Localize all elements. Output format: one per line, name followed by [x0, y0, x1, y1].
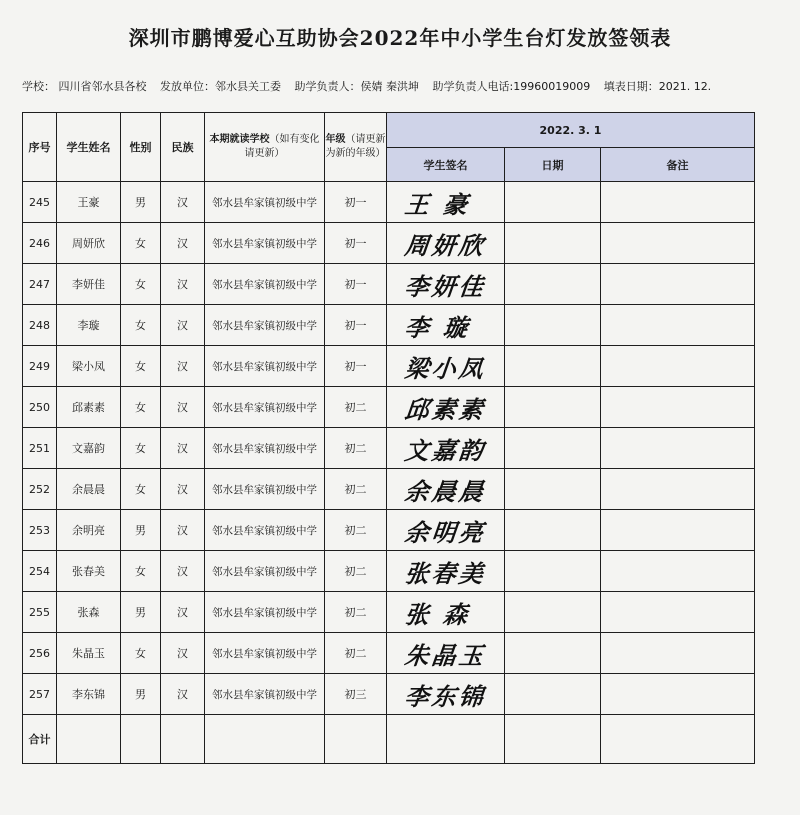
cell-no: 255 [23, 592, 57, 633]
cell-school: 邻水县牟家镇初级中学 [205, 305, 325, 346]
cell-no: 254 [23, 551, 57, 592]
header-grade [325, 113, 387, 182]
handwritten-signature: 邱素素 [403, 394, 488, 424]
info-line [22, 78, 792, 94]
total-empty-cell [325, 715, 387, 764]
cell-grade: 初一 [325, 264, 387, 305]
header-school-main: 本期就读学校 [209, 134, 270, 145]
header-name: 学生姓名 [57, 113, 121, 182]
header-signature: 学生签名 [387, 148, 505, 182]
cell-date [505, 305, 601, 346]
cell-school: 邻水县牟家镇初级中学 [205, 633, 325, 674]
total-empty-cell [121, 715, 161, 764]
cell-school: 邻水县牟家镇初级中学 [205, 674, 325, 715]
header-gender: 性别 [121, 113, 161, 182]
cell-gender: 男 [121, 510, 161, 551]
cell-grade: 初二 [325, 469, 387, 510]
cell-gender: 女 [121, 551, 161, 592]
cell-grade: 初一 [325, 305, 387, 346]
table-row [23, 551, 755, 592]
cell-remark [601, 510, 755, 551]
cell-no: 246 [23, 223, 57, 264]
total-empty-cell [161, 715, 205, 764]
total-empty-cell [57, 715, 121, 764]
page-title: 深圳市鹏博爱心互助协会2022年中小学生台灯发放签领表 [128, 26, 672, 50]
phone-info: 助学负责人电话:19960019009 [432, 80, 591, 93]
cell-name: 周妍欣 [57, 223, 121, 264]
table-row [23, 428, 755, 469]
cell-name: 余晨晨 [57, 469, 121, 510]
cell-gender: 女 [121, 305, 161, 346]
cell-no: 247 [23, 264, 57, 305]
cell-grade: 初二 [325, 592, 387, 633]
cell-remark [601, 592, 755, 633]
cell-gender: 女 [121, 223, 161, 264]
cell-date [505, 428, 601, 469]
handwritten-signature: 王 豪 [403, 189, 472, 219]
cell-school: 邻水县牟家镇初级中学 [205, 387, 325, 428]
cell-signature [387, 428, 505, 469]
cell-remark [601, 551, 755, 592]
cell-signature [387, 592, 505, 633]
cell-gender: 女 [121, 387, 161, 428]
cell-remark [601, 305, 755, 346]
header-date: 日期 [505, 148, 601, 182]
header-school-note: （如有变化请更新） [244, 134, 320, 159]
cell-school: 邻水县牟家镇初级中学 [205, 346, 325, 387]
cell-gender: 女 [121, 633, 161, 674]
cell-signature [387, 387, 505, 428]
cell-gender: 女 [121, 469, 161, 510]
cell-name: 余明亮 [57, 510, 121, 551]
cell-remark [601, 633, 755, 674]
header-remark: 备注 [601, 148, 755, 182]
total-label: 合计 [23, 715, 57, 764]
cell-remark [601, 264, 755, 305]
cell-date [505, 182, 601, 223]
cell-name: 邱素素 [57, 387, 121, 428]
cell-ethnicity: 汉 [161, 387, 205, 428]
header-grade-note: （请更新为新的年级） [325, 134, 386, 159]
cell-ethnicity: 汉 [161, 674, 205, 715]
cell-school: 邻水县牟家镇初级中学 [205, 428, 325, 469]
cell-school: 邻水县牟家镇初级中学 [205, 264, 325, 305]
issuer-info: 发放单位：邻水县关工委 [160, 80, 281, 93]
cell-remark [601, 428, 755, 469]
cell-ethnicity: 汉 [161, 305, 205, 346]
cell-ethnicity: 汉 [161, 428, 205, 469]
table-row [23, 633, 755, 674]
cell-date [505, 264, 601, 305]
handwritten-signature: 张春美 [403, 558, 488, 588]
cell-school: 邻水县牟家镇初级中学 [205, 469, 325, 510]
cell-grade: 初一 [325, 223, 387, 264]
date-info: 填表日期：2021. 12. [603, 80, 712, 93]
cell-grade: 初二 [325, 510, 387, 551]
cell-date [505, 633, 601, 674]
cell-signature [387, 469, 505, 510]
cell-remark [601, 469, 755, 510]
cell-remark [601, 674, 755, 715]
table-body [23, 182, 755, 764]
cell-name: 李璇 [57, 305, 121, 346]
cell-gender: 男 [121, 182, 161, 223]
cell-grade: 初一 [325, 346, 387, 387]
handwritten-signature: 周妍欣 [403, 230, 488, 260]
signoff-table [22, 112, 755, 764]
total-empty-cell [205, 715, 325, 764]
cell-date [505, 223, 601, 264]
cell-gender: 男 [121, 674, 161, 715]
cell-date [505, 469, 601, 510]
total-row [23, 715, 755, 764]
header-grade-main: 年级 [325, 134, 346, 145]
cell-gender: 女 [121, 264, 161, 305]
table-row [23, 346, 755, 387]
cell-signature [387, 182, 505, 223]
cell-date [505, 510, 601, 551]
handwritten-signature: 李妍佳 [403, 271, 488, 301]
cell-no: 253 [23, 510, 57, 551]
handwritten-signature: 余晨晨 [403, 476, 488, 506]
table-row [23, 305, 755, 346]
cell-signature [387, 551, 505, 592]
cell-ethnicity: 汉 [161, 264, 205, 305]
total-empty-cell [505, 715, 601, 764]
cell-name: 朱晶玉 [57, 633, 121, 674]
cell-school: 邻水县牟家镇初级中学 [205, 592, 325, 633]
cell-name: 梁小凤 [57, 346, 121, 387]
cell-date [505, 346, 601, 387]
cell-ethnicity: 汉 [161, 346, 205, 387]
table-row [23, 510, 755, 551]
cell-name: 张春美 [57, 551, 121, 592]
cell-school: 邻水县牟家镇初级中学 [205, 223, 325, 264]
cell-ethnicity: 汉 [161, 551, 205, 592]
cell-name: 文嘉韵 [57, 428, 121, 469]
cell-date [505, 592, 601, 633]
cell-remark [601, 387, 755, 428]
table-row [23, 387, 755, 428]
cell-name: 张森 [57, 592, 121, 633]
table-row [23, 223, 755, 264]
cell-gender: 女 [121, 428, 161, 469]
cell-school: 邻水县牟家镇初级中学 [205, 182, 325, 223]
cell-remark [601, 182, 755, 223]
cell-no: 256 [23, 633, 57, 674]
cell-no: 245 [23, 182, 57, 223]
cell-date [505, 551, 601, 592]
cell-signature [387, 674, 505, 715]
handwritten-signature: 李 璇 [403, 312, 472, 342]
cell-signature [387, 346, 505, 387]
cell-remark [601, 346, 755, 387]
cell-grade: 初二 [325, 387, 387, 428]
school-info: 学校： 四川省邻水县各校 [22, 80, 147, 93]
cell-name: 李东锦 [57, 674, 121, 715]
cell-gender: 男 [121, 592, 161, 633]
cell-name: 王豪 [57, 182, 121, 223]
header-sign-date: 2022. 3. 1 [387, 113, 755, 148]
cell-remark [601, 223, 755, 264]
cell-date [505, 387, 601, 428]
total-empty-cell [601, 715, 755, 764]
cell-name: 李妍佳 [57, 264, 121, 305]
handwritten-signature: 张 森 [403, 599, 472, 629]
cell-grade: 初一 [325, 182, 387, 223]
cell-signature [387, 305, 505, 346]
cell-grade: 初二 [325, 428, 387, 469]
handwritten-signature: 李东锦 [403, 681, 488, 711]
cell-grade: 初二 [325, 551, 387, 592]
cell-no: 257 [23, 674, 57, 715]
handwritten-signature: 朱晶玉 [403, 640, 488, 670]
total-empty-cell [387, 715, 505, 764]
cell-date [505, 674, 601, 715]
cell-ethnicity: 汉 [161, 182, 205, 223]
table-row [23, 469, 755, 510]
cell-ethnicity: 汉 [161, 223, 205, 264]
header-school [205, 113, 325, 182]
cell-no: 252 [23, 469, 57, 510]
handwritten-signature: 文嘉韵 [403, 435, 488, 465]
cell-no: 251 [23, 428, 57, 469]
table-row [23, 674, 755, 715]
cell-signature [387, 633, 505, 674]
cell-no: 249 [23, 346, 57, 387]
leader-info: 助学负责人：侯婧 秦洪坤 [294, 80, 419, 93]
cell-school: 邻水县牟家镇初级中学 [205, 551, 325, 592]
table-row [23, 592, 755, 633]
cell-signature [387, 510, 505, 551]
cell-signature [387, 223, 505, 264]
cell-ethnicity: 汉 [161, 592, 205, 633]
handwritten-signature: 梁小凤 [403, 353, 488, 383]
cell-grade: 初二 [325, 633, 387, 674]
table-row [23, 264, 755, 305]
cell-signature [387, 264, 505, 305]
cell-no: 248 [23, 305, 57, 346]
header-no: 序号 [23, 113, 57, 182]
cell-school: 邻水县牟家镇初级中学 [205, 510, 325, 551]
cell-ethnicity: 汉 [161, 469, 205, 510]
table-row [23, 182, 755, 223]
cell-ethnicity: 汉 [161, 510, 205, 551]
cell-no: 250 [23, 387, 57, 428]
cell-gender: 女 [121, 346, 161, 387]
cell-grade: 初三 [325, 674, 387, 715]
cell-ethnicity: 汉 [161, 633, 205, 674]
handwritten-signature: 余明亮 [403, 517, 488, 547]
header-ethnicity: 民族 [161, 113, 205, 182]
